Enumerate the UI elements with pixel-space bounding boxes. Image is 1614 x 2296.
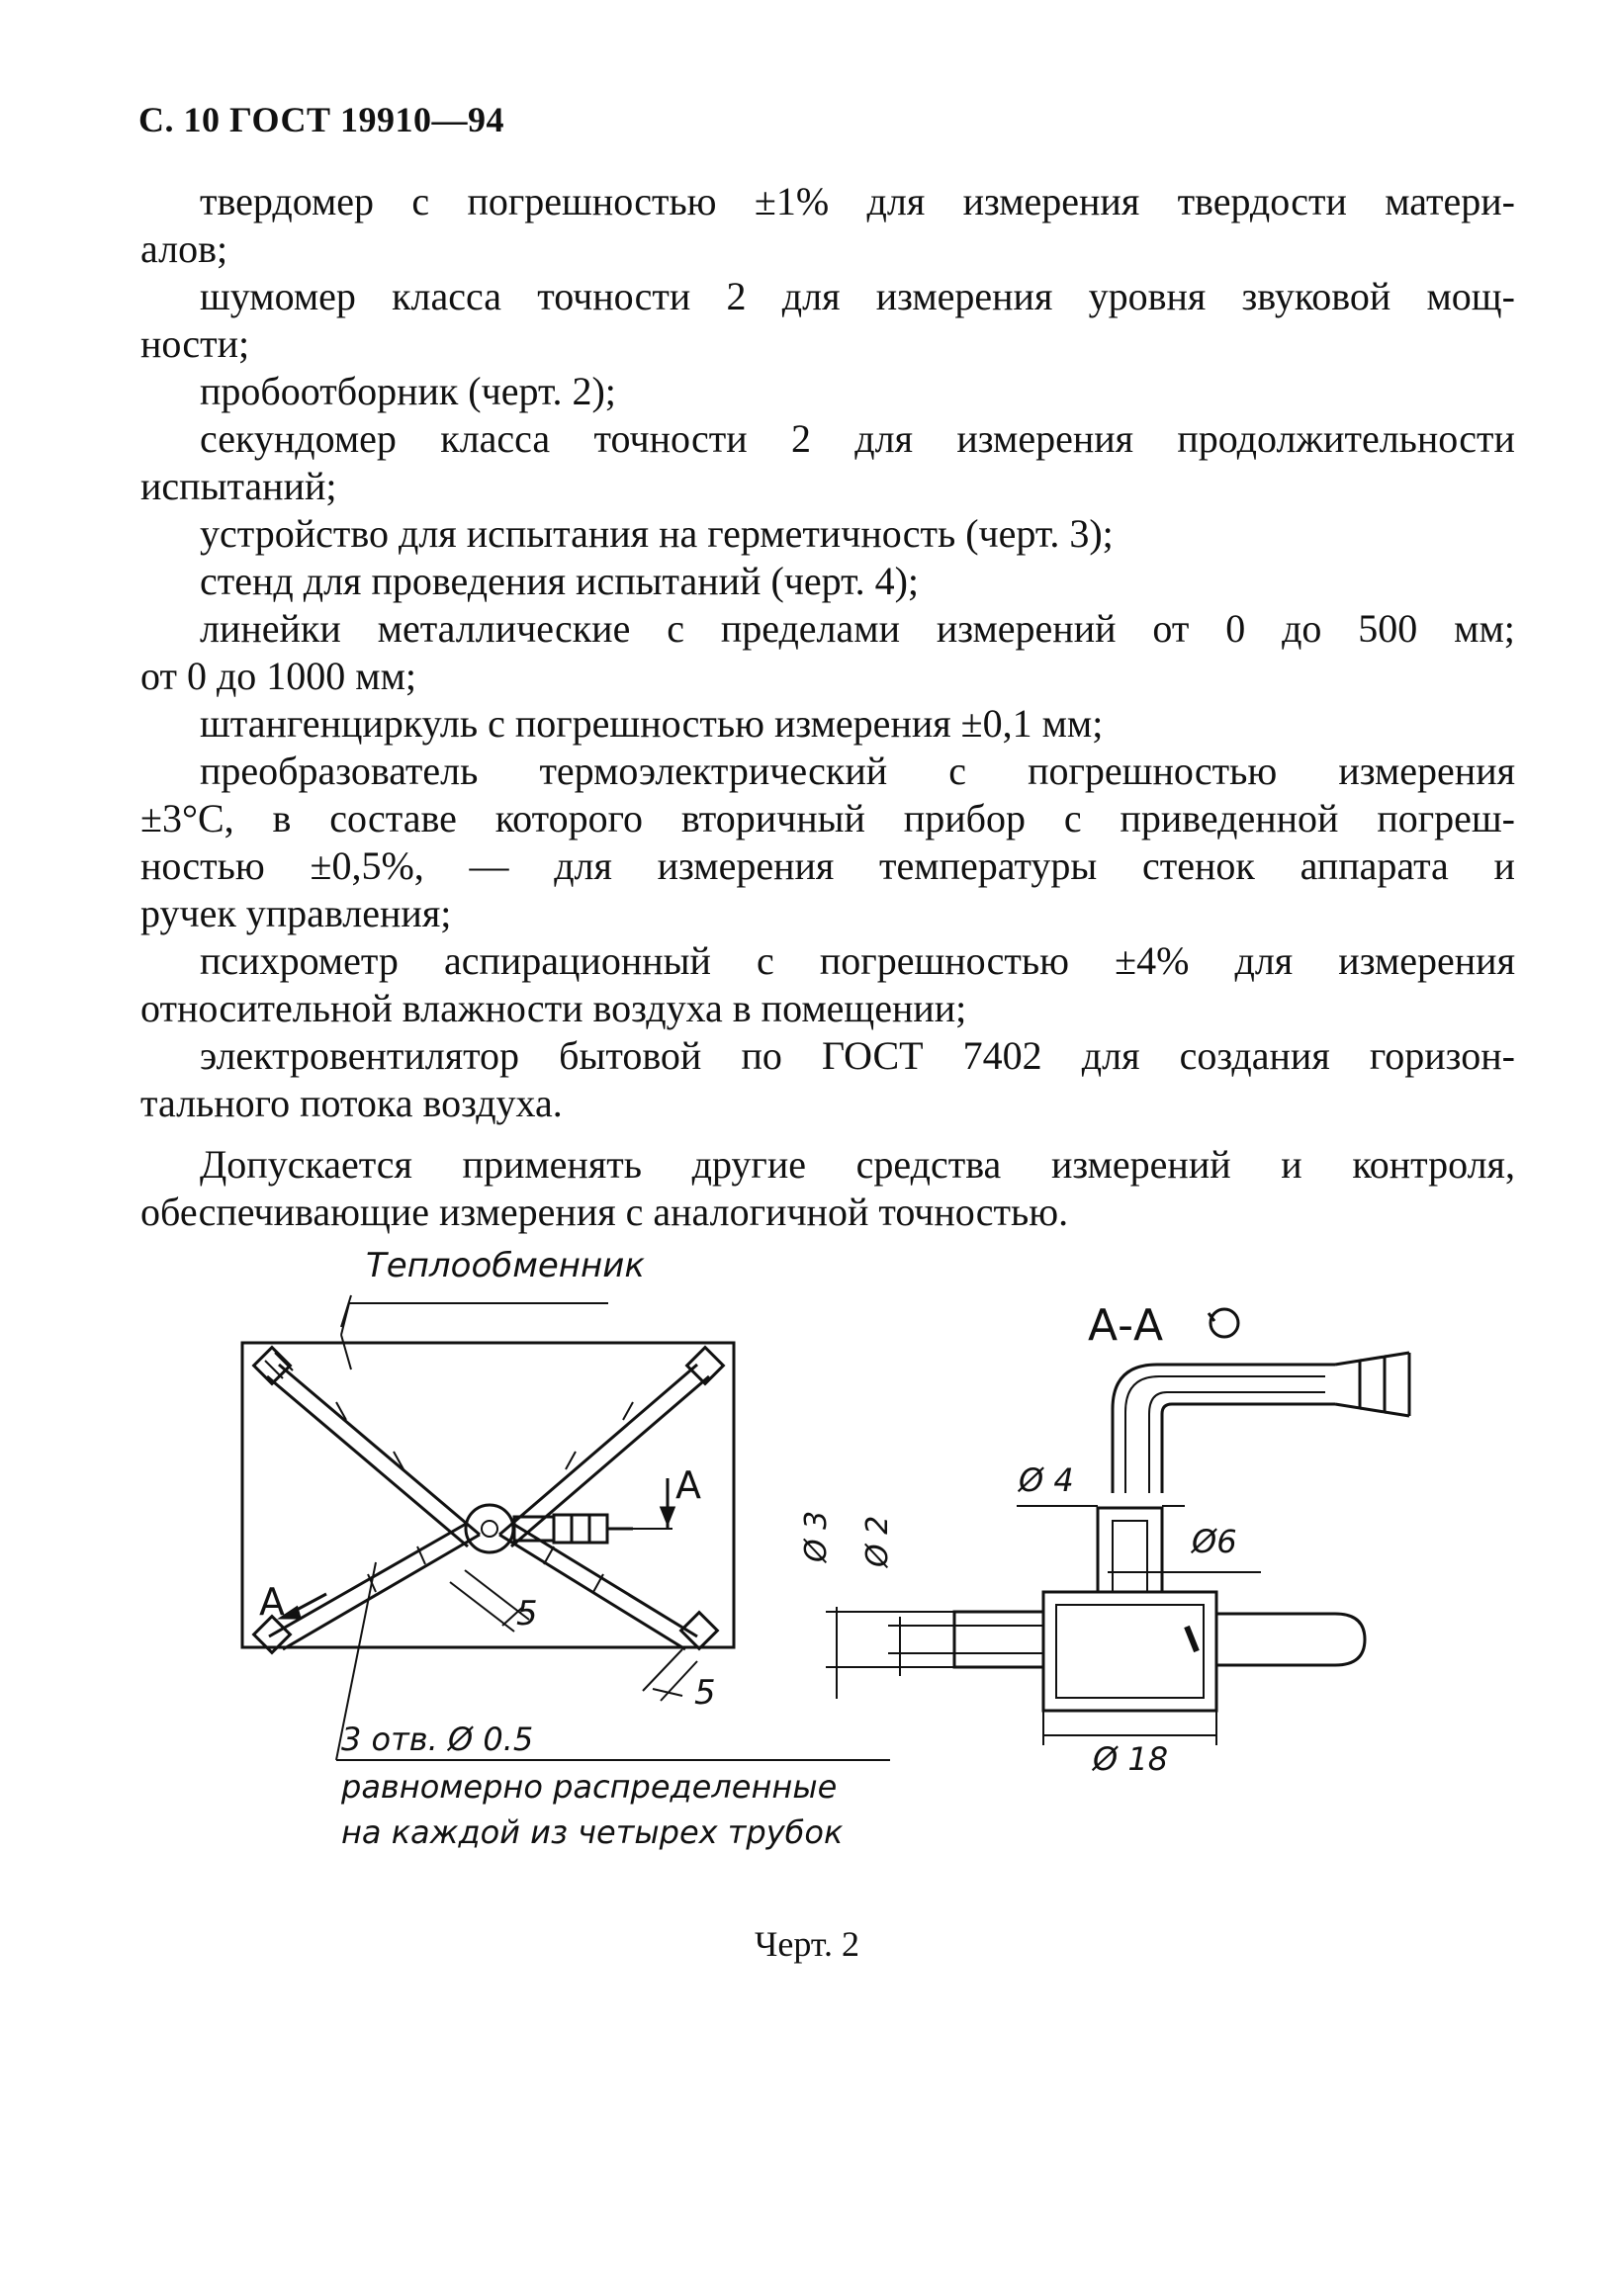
- page-header: С. 10 ГОСТ 19910—94: [138, 100, 504, 139]
- word: бытовой: [559, 1033, 702, 1078]
- text-line: [140, 415, 1515, 463]
- allowance-paragraph: [140, 1141, 1515, 1236]
- text-line: алов;: [140, 226, 228, 271]
- text-line: пробоотборник (черт. 2);: [200, 369, 616, 413]
- word: 7402: [962, 1033, 1042, 1078]
- paragraph-gap: [140, 1127, 1515, 1141]
- word: металлические: [377, 606, 631, 651]
- text-line: [140, 842, 1515, 890]
- dim-5-center-label: 5: [516, 1594, 538, 1634]
- word: измерения: [1338, 938, 1515, 983]
- word: ±3°С,: [140, 796, 234, 840]
- word: шумомер: [200, 274, 356, 318]
- word: линейки: [200, 606, 341, 651]
- word: от: [1152, 606, 1190, 651]
- word: до: [1282, 606, 1322, 651]
- word: измерения: [875, 274, 1053, 318]
- word: температуры: [879, 843, 1098, 888]
- word: звуковой: [1241, 274, 1391, 318]
- word: приведенной: [1120, 796, 1339, 840]
- drawing-2: [0, 1226, 1614, 1918]
- word: другие: [691, 1142, 806, 1187]
- word: контроля,: [1352, 1142, 1515, 1187]
- text-line: устройство для испытания на герметичность (черт. 3);: [200, 511, 1114, 556]
- word: вторичный: [680, 796, 865, 840]
- dim-d2-label: Ø 2: [860, 1515, 895, 1567]
- word: ±4%: [1115, 938, 1190, 983]
- word: погрешностью: [1028, 749, 1278, 793]
- word: 500: [1358, 606, 1418, 651]
- dim-5-corner-label: 5: [694, 1673, 716, 1713]
- word: средства: [855, 1142, 1002, 1187]
- text-line: тального потока воздуха.: [140, 1081, 563, 1125]
- section-title: А-А: [1088, 1300, 1164, 1351]
- word: для: [1234, 938, 1294, 983]
- word: погрешностью: [467, 179, 717, 223]
- word: 2: [790, 416, 811, 461]
- word: 2: [726, 274, 747, 318]
- word: прибор: [903, 796, 1026, 840]
- text-line: [140, 273, 1515, 320]
- dim-d3-label: Ø 3: [799, 1510, 834, 1562]
- text-line: стенд для проведения испытаний (черт. 4);: [200, 559, 920, 603]
- word: погрешностью: [819, 938, 1070, 983]
- word: измерения: [962, 179, 1140, 223]
- heat-exchanger-view: [242, 1295, 890, 1760]
- word: создания: [1179, 1033, 1330, 1078]
- word: измерения: [1338, 749, 1515, 793]
- word: по: [741, 1033, 782, 1078]
- text-line: ности;: [140, 321, 250, 366]
- text-line: [140, 1032, 1515, 1080]
- word: Допускается: [200, 1142, 412, 1187]
- word: для: [554, 843, 612, 888]
- word: измерений: [936, 606, 1117, 651]
- word: психрометр: [200, 938, 399, 983]
- rotation-symbol: [1210, 1309, 1238, 1337]
- word: которого: [494, 796, 643, 840]
- word: погреш-: [1377, 796, 1515, 840]
- text-line: [140, 937, 1515, 985]
- holes-note-count: 3 отв. Ø 0.5: [341, 1721, 534, 1758]
- word: в: [272, 796, 292, 840]
- word: составе: [329, 796, 457, 840]
- body-text: [140, 178, 1515, 1236]
- word: измерений: [1050, 1142, 1231, 1187]
- tube-3: [254, 1523, 480, 1652]
- word: преобразователь: [200, 749, 479, 793]
- word: термоэлектрический: [539, 749, 888, 793]
- holes-note-distribution: равномерно распределенные: [341, 1768, 838, 1806]
- word: применять: [462, 1142, 642, 1187]
- elbow-tube: [1113, 1353, 1409, 1493]
- text-line: [140, 748, 1515, 795]
- word: аппарата: [1300, 843, 1449, 888]
- word: мощ-: [1426, 274, 1515, 318]
- word: ностью: [140, 843, 265, 888]
- word: измерения: [956, 416, 1134, 461]
- word: для: [781, 274, 841, 318]
- text-line: штангенциркуль с погрешностью измерения ±0,1 мм;: [200, 701, 1104, 746]
- tube-hole-marks: [336, 1402, 633, 1592]
- word: пределами: [720, 606, 900, 651]
- word: ГОСТ: [821, 1033, 924, 1078]
- word: продолжительности: [1177, 416, 1515, 461]
- word: 0: [1225, 606, 1246, 651]
- text-line: относительной влажности воздуха в помещении;: [140, 986, 967, 1030]
- word: секундомер: [200, 416, 397, 461]
- text-line: испытаний;: [140, 464, 337, 508]
- word: ±0,5%,: [310, 843, 424, 888]
- tee-body: [954, 1508, 1365, 1711]
- word: и: [1281, 1142, 1302, 1187]
- tube-1: [254, 1348, 480, 1546]
- section-arrow-right: [662, 1478, 673, 1529]
- word: мм;: [1454, 606, 1515, 651]
- dim-5-corner: [643, 1649, 697, 1701]
- text-line: ручек управления;: [140, 891, 452, 935]
- section-letter-left: А: [259, 1580, 285, 1624]
- word: с: [1063, 796, 1082, 840]
- word: твердомер: [200, 179, 375, 223]
- holes-note-tubes: на каждой из четырех трубок: [341, 1813, 844, 1851]
- word: точности: [593, 416, 748, 461]
- equipment-list: [140, 178, 1515, 1127]
- text-line: [140, 795, 1515, 842]
- section-view: [826, 1309, 1409, 1745]
- dim-d6-label: Ø6: [1192, 1523, 1237, 1560]
- word: для: [1081, 1033, 1140, 1078]
- dim-d18-label: Ø 18: [1093, 1740, 1169, 1778]
- word: горизон-: [1369, 1033, 1515, 1078]
- word: —: [469, 843, 509, 888]
- word: электровентилятор: [200, 1033, 520, 1078]
- text-line: от 0 до 1000 мм;: [140, 654, 417, 698]
- figure-caption: Черт. 2: [755, 1924, 859, 1964]
- word: для: [854, 416, 914, 461]
- word: с: [411, 179, 430, 223]
- word: стенок: [1142, 843, 1255, 888]
- word: класса: [392, 274, 502, 318]
- word: ±1%: [754, 179, 830, 223]
- section-letter-right: А: [675, 1463, 701, 1507]
- text-line: [140, 178, 1515, 225]
- word: твердости: [1177, 179, 1347, 223]
- text-line: обеспечивающие измерения с аналогичной точностью.: [140, 1190, 1069, 1234]
- word: и: [1493, 843, 1515, 888]
- word: измерения: [657, 843, 835, 888]
- word: точности: [537, 274, 691, 318]
- word: класса: [440, 416, 551, 461]
- text-line: [140, 605, 1515, 653]
- dim-d4-label: Ø 4: [1019, 1461, 1074, 1499]
- heat-exchanger-label: Теплообменник: [366, 1246, 645, 1285]
- word: с: [667, 606, 684, 651]
- text-line: [140, 1141, 1515, 1189]
- word: матери-: [1385, 179, 1515, 223]
- word: уровня: [1088, 274, 1207, 318]
- word: с: [948, 749, 967, 793]
- word: для: [866, 179, 926, 223]
- heat-exchanger-frame: [242, 1343, 734, 1647]
- word: аспирационный: [443, 938, 711, 983]
- word: с: [757, 938, 774, 983]
